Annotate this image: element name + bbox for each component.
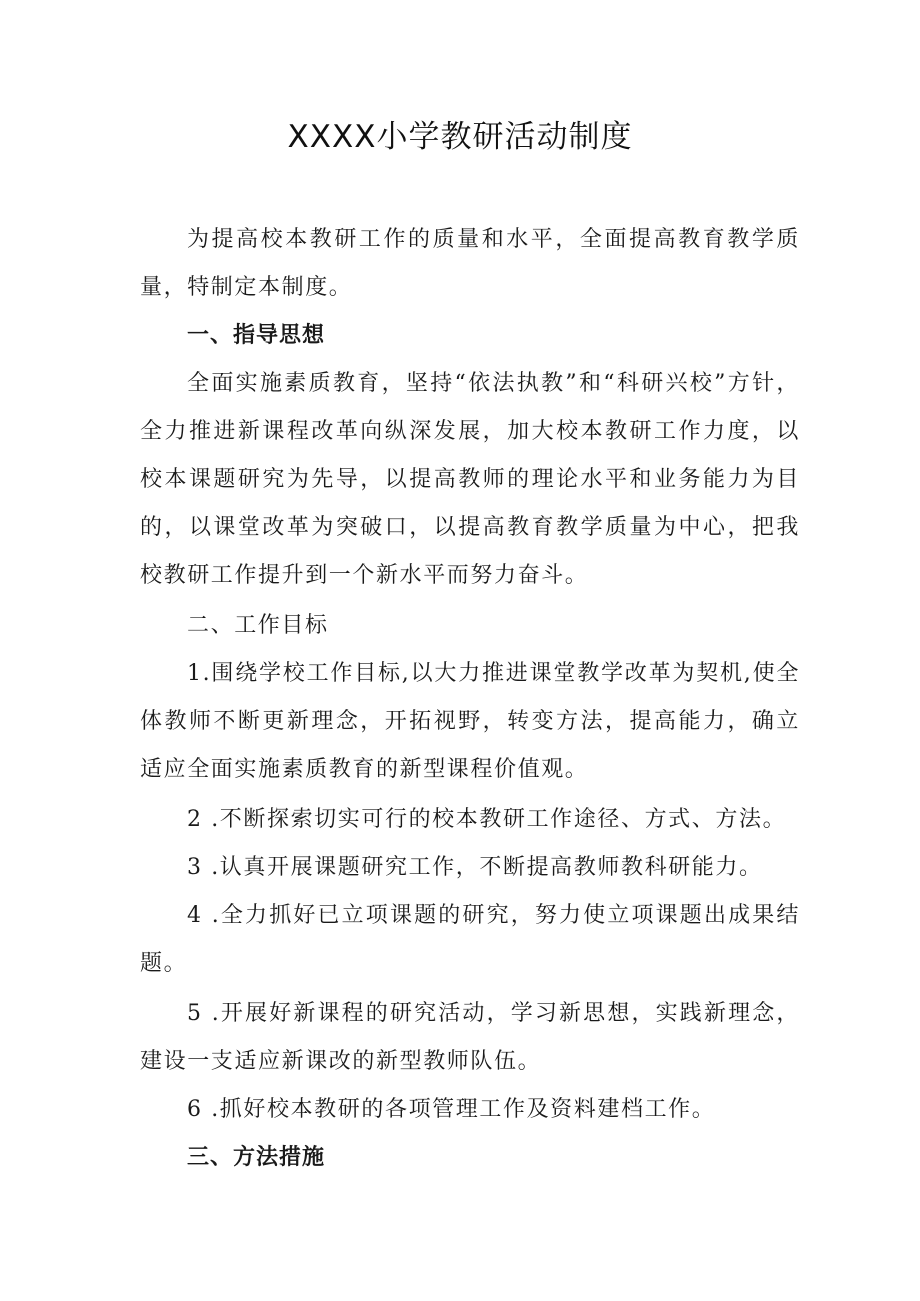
goal-item-3: 3 .认真开展课题研究工作，不断提高教师教科研能力。 (187, 855, 763, 880)
section-heading-methods: 三、方法措施 (187, 1145, 326, 1170)
goal-item-4: 4 .全力抓好已立项课题的研究，努力使立项课题出成果结题。 (140, 903, 800, 976)
guiding-thought-paragraph: 全面实施素质教育，坚持“依法执教”和“科研兴校”方针，全力推进新课程改革向纵深发展，加大校本教研工作力度，以校本课题研究为先导，以提高教师的理论水平和业务能力为目的，以课堂改革为突破口，以提高教育教学质量为中心，把我校教研工作提升到一个新水平而努力奋斗。 (140, 371, 800, 588)
document-title: XXXX小学教研活动制度 (287, 119, 633, 155)
section-heading-guiding-thought: 一、指导思想 (187, 323, 326, 348)
goal-item-5: 5 .开展好新课程的研究活动，学习新思想，实践新理念，建设一支适应新课改的新型教师队伍。 (140, 1001, 800, 1074)
section-heading-work-goals: 二、工作目标 (187, 613, 329, 638)
goal-item-6: 6 .抓好校本教研的各项管理工作及资料建档工作。 (187, 1097, 716, 1122)
goal-item-1: 1.围绕学校工作目标,以大力推进课堂教学改革为契机,使全体教师不断更新理念，开拓视野，转变方法，提高能力，确立适应全面实施素质教育的新型课程价值观。 (140, 661, 800, 782)
intro-paragraph: 为提高校本教研工作的质量和水平，全面提高教育教学质量，特制定本制度。 (140, 227, 800, 300)
goal-item-2: 2 .不断探索切实可行的校本教研工作途径、方式、方法。 (187, 807, 787, 832)
